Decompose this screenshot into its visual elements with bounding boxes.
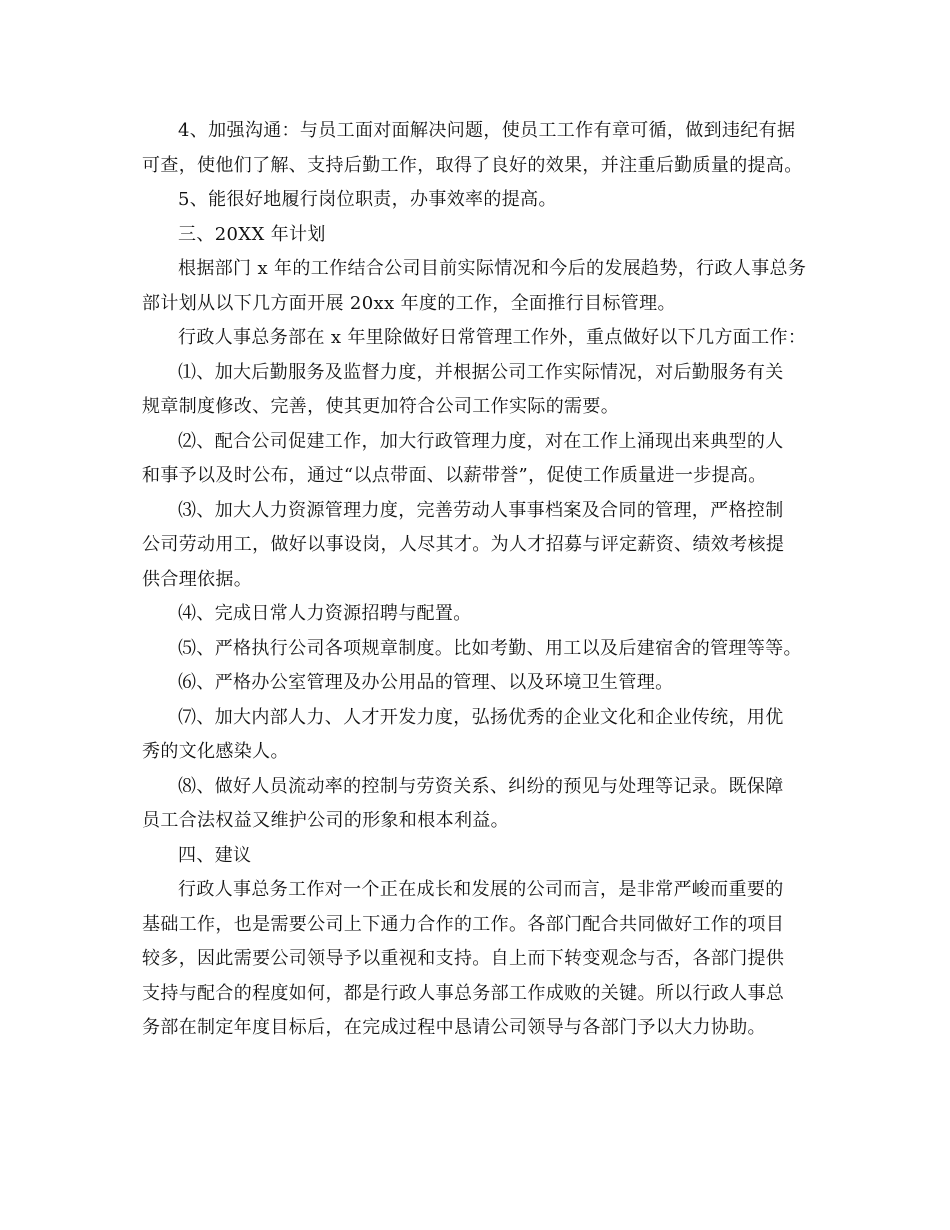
text-line: 员工合法权益又维护公司的形象和根本利益。 — [142, 810, 509, 831]
text-line: 较多，因此需要公司领导予以重视和支持。自上而下转变观念与否，各部门提供 — [142, 948, 785, 969]
text-line: ⑶、加大人力资源管理力度，完善劳动人事事档案及合同的管理，严格控制 — [178, 499, 784, 521]
text-line: 可查，使他们了解、支持后勤工作，取得了良好的效果，并注重后勤质量的提高。 — [142, 154, 803, 176]
text-line: 5、能很好地履行岗位职责，办事效率的提高。 — [178, 189, 557, 210]
text-line: 4、加强沟通：与员工面对面解决问题，使员工工作有章可循，做到违纪有据 — [178, 120, 796, 141]
text-line: 务部在制定年度目标后，在完成过程中恳请公司领导与各部门予以大力协助。 — [142, 1017, 766, 1038]
text-line: ⑹、严格办公室管理及办公用品的管理、以及环境卫生管理。 — [178, 672, 674, 693]
text-line: ⑵、配合公司促建工作，加大行政管理力度，对在工作上涌现出来典型的人 — [178, 430, 784, 452]
text-line: 秀的文化感染人。 — [142, 741, 289, 762]
text-line: 根据部门 x 年的工作结合公司目前实际情况和今后的发展趋势，行政人事总务 — [178, 258, 807, 279]
text-line: ⑷、完成日常人力资源招聘与配置。 — [178, 603, 472, 624]
text-line: ⑴、加大后勤服务及监督力度，并根据公司工作实际情况，对后勤服务有关 — [178, 361, 784, 383]
text-line: ⑻、做好人员流动率的控制与劳资关系、纠纷的预见与处理等记录。既保障 — [178, 775, 784, 797]
text-line: 供合理依据。 — [142, 568, 253, 590]
section-heading: 三、20XX 年计划 — [178, 223, 326, 245]
document-body — [142, 114, 810, 1046]
text-line: 支持与配合的程度如何，都是行政人事总务部工作成败的关键。所以行政人事总 — [142, 982, 785, 1004]
text-line: ⑺、加大内部人力、人才开发力度，弘扬优秀的企业文化和企业传统，用优 — [178, 706, 784, 728]
text-line: 行政人事总务工作对一个正在成长和发展的公司而言，是非常严峻而重要的 — [178, 879, 784, 900]
text-line: 规章制度修改、完善，使其更加符合公司工作实际的需要。 — [142, 396, 620, 417]
text-line: 部计划从以下几方面开展 20xx 年度的工作，全面推行目标管理。 — [142, 292, 676, 314]
section-heading: 四、建议 — [178, 844, 252, 866]
text-line: ⑸、严格执行公司各项规章制度。比如考勤、用工以及后建宿舍的管理等等。 — [178, 637, 802, 659]
text-line: 公司劳动用工，做好以事设岗，人尽其才。为人才招募与评定薪资、绩效考核提 — [142, 534, 785, 555]
text-line: 行政人事总务部在 x 年里除做好日常管理工作外，重点做好以下几方面工作： — [178, 327, 807, 348]
text-line: 和事予以及时公布，通过“以点带面、以薪带誉”，促使工作质量进一步提高。 — [142, 465, 767, 486]
text-line: 基础工作，也是需要公司上下通力合作的工作。各部门配合共同做好工作的项目 — [142, 913, 785, 935]
